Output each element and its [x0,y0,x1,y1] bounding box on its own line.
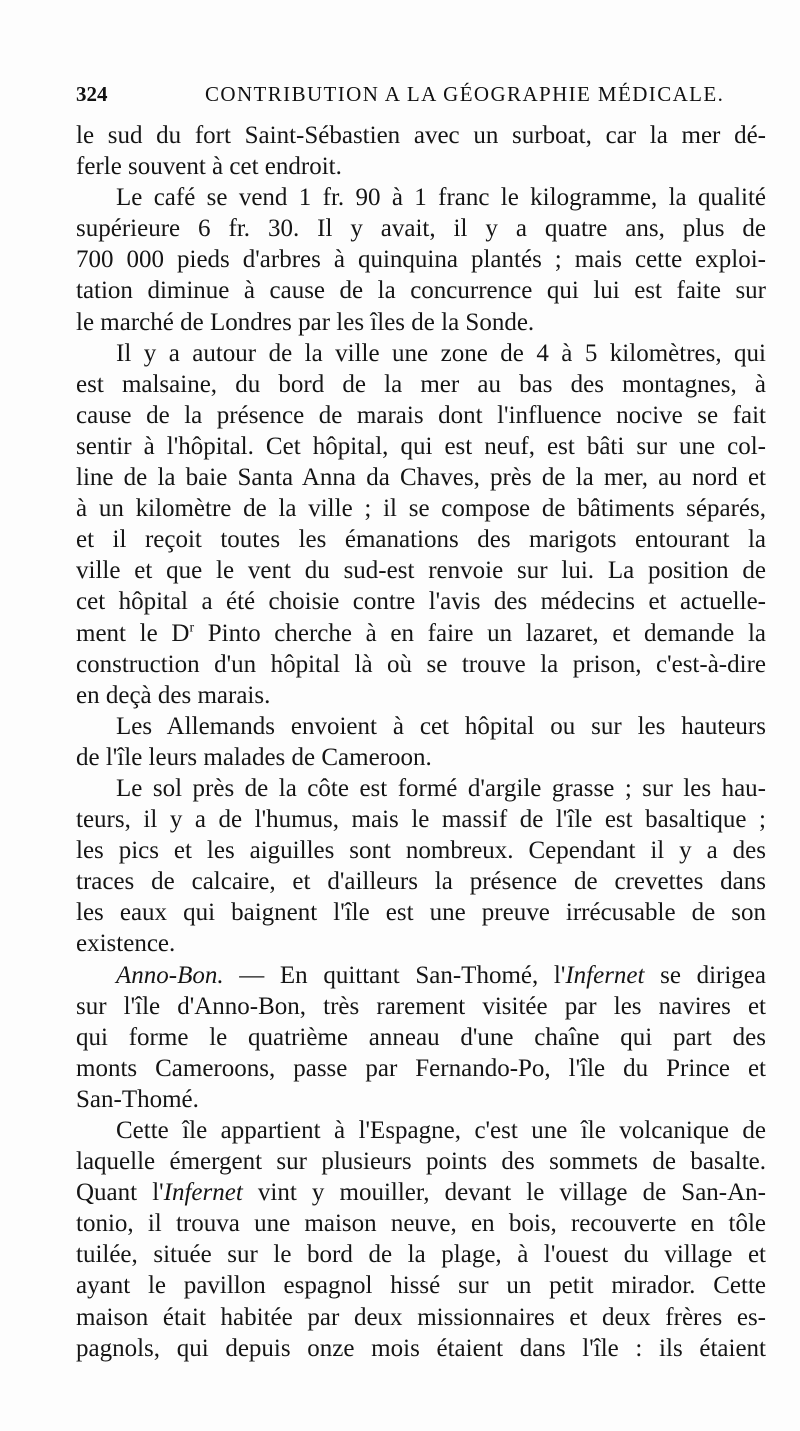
text-line: Cette île appartient à l'Espagne, c'est une île volcanique de [116,1117,766,1144]
text-line: cause de la présence de marais dont l'influence nocive se fait [76,401,766,429]
text-line-dr-pinto [76,618,766,649]
text-line: Il y a autour de la ville une zone de 4 à 5 kilomètres, qui [116,339,766,367]
text-fragment: ment le D [76,619,190,647]
ship-name: Infernet [163,1179,243,1207]
text-fragment: vint y mouiller, devant le village de San-An- [242,1179,766,1207]
text-line-anno-bon-heading [76,960,766,991]
text-line: laquelle émergent sur plusieurs points des sommets de basalte. [76,1148,766,1176]
text-line: de l'île leurs malades de Cameroon. [76,743,432,771]
page-number: 324 [76,82,108,106]
text-line: sur l'île d'Anno-Bon, très rarement visitée par les navires et [76,992,766,1020]
text-line: le sud du fort Saint-Sébastien avec un surboat, car la mer dé- [76,122,766,149]
text-line: ayant le pavillon espagnol hissé sur un petit mirador. Cette [76,1272,766,1300]
text-fragment: Pinto cherche à en faire un lazaret, et demande la [194,619,766,647]
text-line: en deçà des marais. [76,681,271,709]
text-line: qui forme le quatrième anneau d'une chaîne qui part des [76,1023,766,1051]
body-text [76,120,766,1364]
text-line: les eaux qui baignent l'île est une preuve irrécusable de son [76,899,766,927]
text-line: teurs, il y a de l'humus, mais le massif de l'île est basaltique ; [76,806,766,834]
text-line: ville et que le vent du sud-est renvoie sur lui. La position de [76,557,766,585]
text-line: cet hôpital a été choisie contre l'avis des médecins et actuelle- [76,588,766,616]
text-line: le marché de Londres par les îles de la Sonde. [76,308,535,336]
text-line: tuilée, située sur le bord de la plage, à l'ouest du village et [76,1241,766,1269]
superscript: r [189,620,195,636]
text-fragment: Quant l' [76,1179,164,1207]
text-line: et il reçoit toutes les émanations des marigots entourant la [76,526,766,554]
text-line: ferle souvent à cet endroit. [76,153,342,181]
text-fragment: se dirigea [644,961,766,989]
text-line-quant [76,1177,766,1208]
page-header [76,82,766,116]
text-line: maison était habitée par deux missionnaires et deux frères es- [76,1303,766,1331]
text-line: construction d'un hôpital là où se trouve la prison, c'est-à-dire [76,650,766,678]
text-line: Les Allemands envoient à cet hôpital ou sur les hauteurs [116,712,766,740]
section-title: Anno-Bon. [116,961,224,989]
ship-name: Infernet [565,961,645,989]
text-line: San-Thomé. [76,1085,199,1113]
text-line: à un kilomètre de la ville ; il se compose de bâtiments séparés, [76,495,766,523]
text-line: 700 000 pieds d'arbres à quinquina plantés ; mais cette exploi- [76,246,766,274]
text-line: sentir à l'hôpital. Cet hôpital, qui est neuf, est bâti sur une col- [76,432,766,460]
running-title: CONTRIBUTION A LA GÉOGRAPHIE MÉDICALE. [205,82,725,106]
text-line: tation diminue à cause de la concurrence qui lui est faite sur [76,277,766,305]
text-line: tonio, il trouva une maison neuve, en bois, recouverte en tôle [76,1210,766,1238]
text-line: monts Cameroons, passe par Fernando-Po, l'île du Prince et [76,1054,766,1082]
text-line: les pics et les aiguilles sont nombreux. Cependant il y a des [76,837,766,865]
text-line: Le café se vend 1 fr. 90 à 1 franc le kilogramme, la qualité [116,184,766,212]
text-line: Le sol près de la côte est formé d'argile grasse ; sur les hau- [116,774,766,802]
text-line: traces de calcaire, et d'ailleurs la présence de crevettes dans [76,868,766,896]
text-line: existence. [76,930,176,958]
text-line: pagnols, qui depuis onze mois étaient dans l'île : ils étaient [76,1334,766,1362]
text-line: supérieure 6 fr. 30. Il y avait, il y a quatre ans, plus de [76,215,766,243]
text-line: line de la baie Santa Anna da Chaves, près de la mer, au nord et [76,464,766,492]
text-line: est malsaine, du bord de la mer au bas des montagnes, à [76,370,766,398]
text-fragment: — En quittant San-Thomé, l' [223,961,566,989]
